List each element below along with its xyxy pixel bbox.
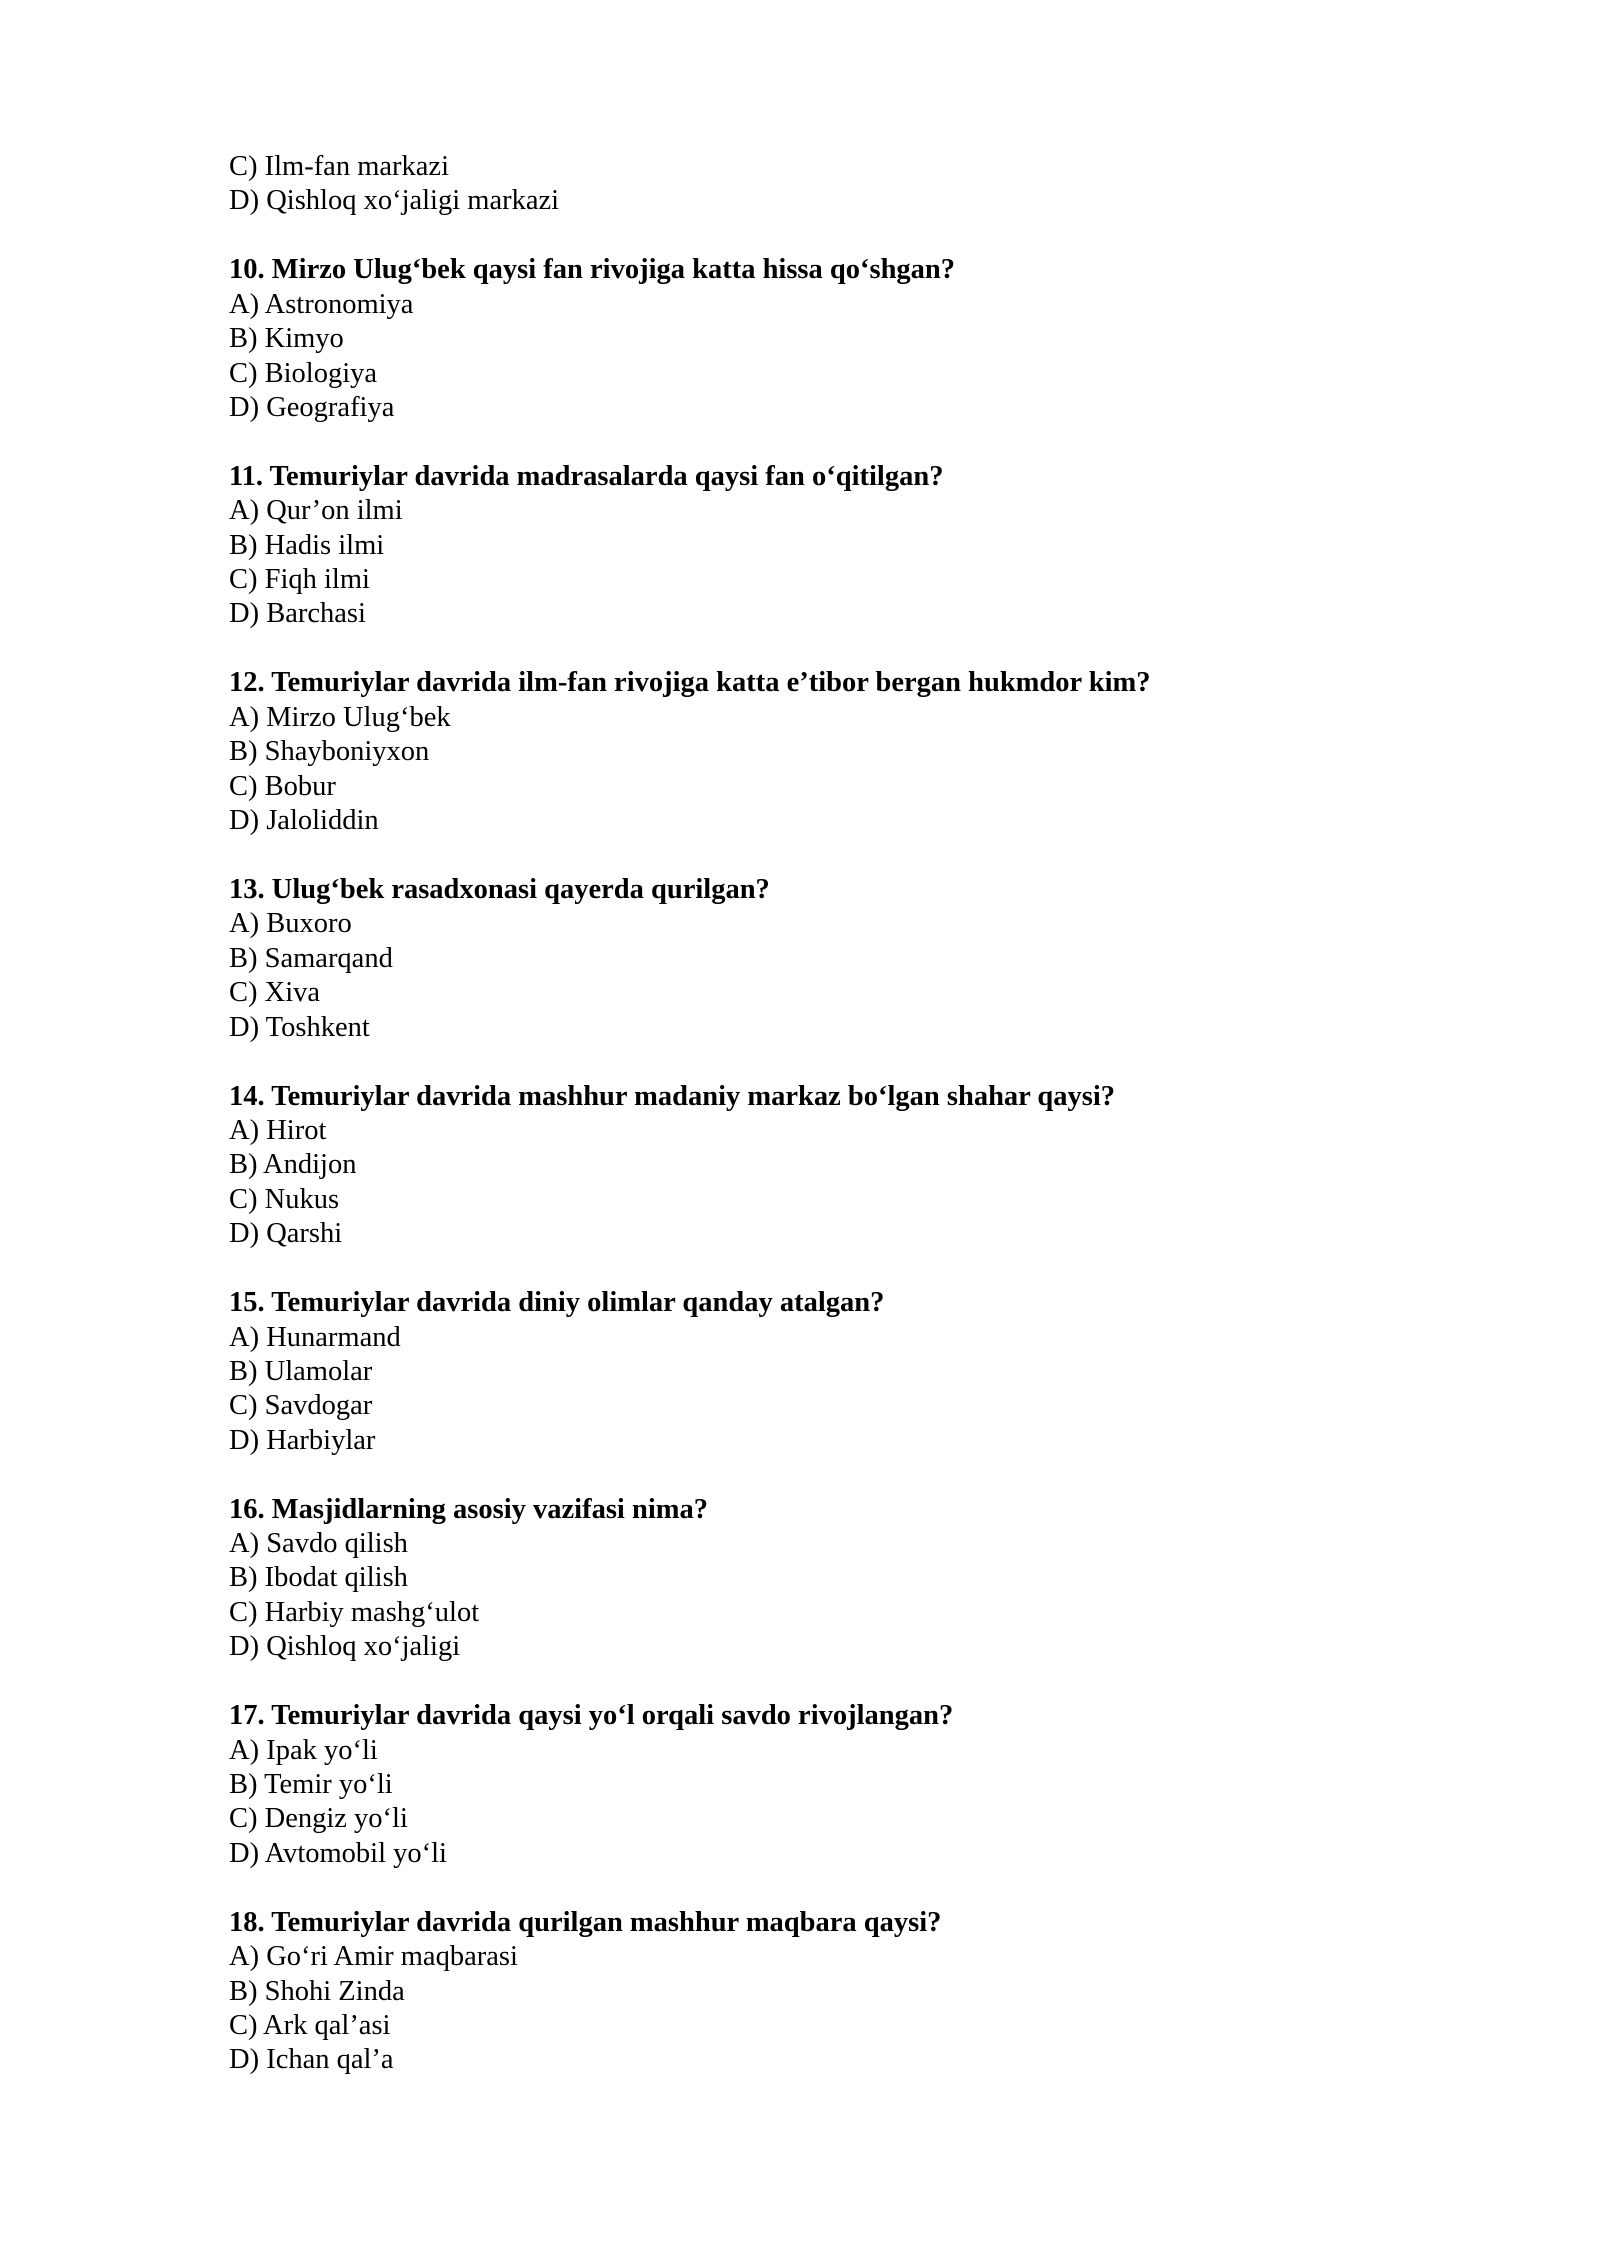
option-a: A) Mirzo Ulug‘bek: [229, 701, 451, 733]
option-d: D) Qishloq xo‘jaligi: [229, 1631, 461, 1663]
option-c: C) Bobur: [229, 770, 336, 802]
question-title: 13. Ulug‘bek rasadxonasi qayerda qurilgan?: [229, 874, 770, 906]
option-d: D) Toshkent: [229, 1011, 370, 1043]
question-title: 18. Temuriylar davrida qurilgan mashhur maqbara qaysi?: [229, 1906, 942, 1938]
question-11: [229, 460, 1429, 632]
option-b: B) Hadis ilmi: [229, 529, 385, 561]
question-title: 17. Temuriylar davrida qaysi yo‘l orqali savdo rivojlangan?: [229, 1700, 954, 1732]
option-d: D) Qishloq xo‘jaligi markazi: [229, 185, 560, 217]
question-10: [229, 253, 1429, 425]
question-12: [229, 666, 1429, 838]
question-title: 14. Temuriylar davrida mashhur madaniy markaz bo‘lgan shahar qaysi?: [229, 1080, 1116, 1112]
question-9-continuation: [229, 150, 1429, 219]
option-a: A) Go‘ri Amir maqbarasi: [229, 1941, 518, 1973]
question-15: [229, 1286, 1429, 1458]
question-13: [229, 873, 1429, 1045]
option-d: D) Jaloliddin: [229, 805, 379, 837]
option-b: B) Temir yo‘li: [229, 1768, 393, 1800]
option-c: C) Savdogar: [229, 1390, 373, 1422]
option-c: C) Xiva: [229, 977, 321, 1009]
question-16: [229, 1493, 1429, 1665]
option-a: A) Buxoro: [229, 908, 352, 940]
option-c: C) Fiqh ilmi: [229, 564, 370, 596]
option-b: B) Kimyo: [229, 323, 344, 355]
option-b: B) Shohi Zinda: [229, 1975, 405, 2007]
option-d: D) Harbiylar: [229, 1424, 376, 1456]
question-title: 10. Mirzo Ulug‘bek qaysi fan rivojiga katta hissa qo‘shgan?: [229, 254, 956, 286]
option-b: B) Shayboniyxon: [229, 736, 430, 768]
option-b: B) Andijon: [229, 1149, 357, 1181]
option-b: B) Ulamolar: [229, 1355, 373, 1387]
option-a: A) Savdo qilish: [229, 1528, 408, 1560]
option-a: A) Astronomiya: [229, 288, 414, 320]
option-d: D) Barchasi: [229, 598, 366, 630]
option-c: C) Dengiz yo‘li: [229, 1803, 408, 1835]
question-17: [229, 1699, 1429, 1871]
option-c: C) Nukus: [229, 1183, 340, 1215]
question-14: [229, 1080, 1429, 1252]
question-18: [229, 1906, 1429, 2078]
option-c: C) Biologiya: [229, 357, 378, 389]
option-a: A) Qur’on ilmi: [229, 495, 403, 527]
option-c: C) Ark qal’asi: [229, 2009, 391, 2041]
option-a: A) Hirot: [229, 1114, 327, 1146]
question-title: 15. Temuriylar davrida diniy olimlar qanday atalgan?: [229, 1287, 885, 1319]
option-b: B) Ibodat qilish: [229, 1562, 408, 1594]
option-b: B) Samarqand: [229, 942, 393, 974]
option-c: C) Harbiy mashg‘ulot: [229, 1596, 480, 1628]
option-d: D) Geografiya: [229, 391, 395, 423]
option-c: C) Ilm-fan markazi: [229, 151, 449, 182]
document-page: [229, 150, 1429, 2078]
option-a: A) Hunarmand: [229, 1321, 401, 1353]
question-title: 12. Temuriylar davrida ilm-fan rivojiga katta e’tibor bergan hukmdor kim?: [229, 667, 1151, 699]
option-d: D) Ichan qal’a: [229, 2044, 394, 2076]
option-a: A) Ipak yo‘li: [229, 1734, 378, 1766]
option-d: D) Qarshi: [229, 1218, 343, 1250]
question-title: 11. Temuriylar davrida madrasalarda qaysi fan o‘qitilgan?: [229, 460, 944, 492]
option-d: D) Avtomobil yo‘li: [229, 1837, 447, 1869]
question-title: 16. Masjidlarning asosiy vazifasi nima?: [229, 1493, 708, 1525]
